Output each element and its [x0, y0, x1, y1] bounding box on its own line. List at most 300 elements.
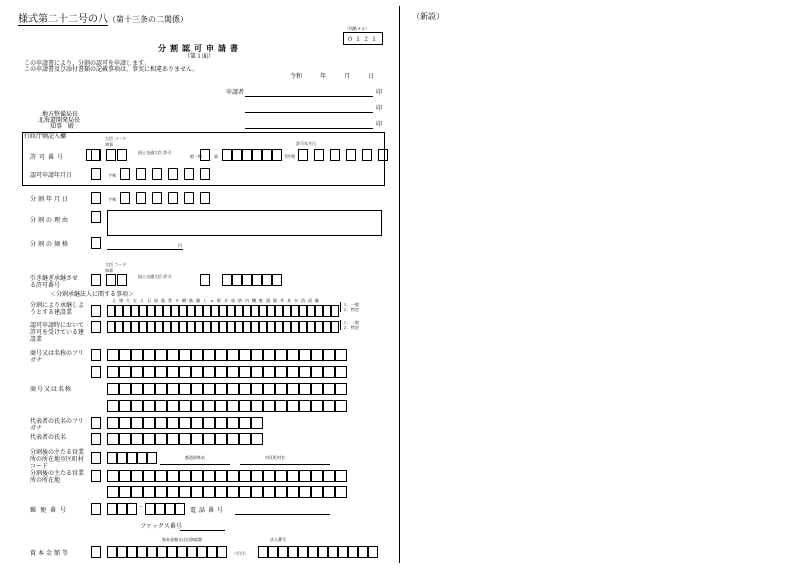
input-cell[interactable] [239, 349, 251, 361]
input-cell[interactable] [167, 486, 179, 498]
split-amount-line[interactable] [107, 249, 183, 250]
input-cell[interactable] [335, 383, 347, 395]
input-cell[interactable] [227, 321, 235, 333]
input-cell[interactable] [117, 546, 127, 558]
input-cell[interactable] [152, 192, 162, 204]
input-cell[interactable] [323, 321, 331, 333]
mlit-label: 国土交通大臣 許可 [138, 150, 172, 155]
input-cell[interactable] [171, 305, 179, 317]
input-cell[interactable] [187, 321, 195, 333]
input-cell[interactable] [106, 149, 116, 161]
input-cell[interactable] [203, 417, 215, 429]
input-cell[interactable] [168, 192, 178, 204]
input-cell[interactable] [127, 452, 137, 464]
input-cell[interactable] [328, 546, 338, 558]
input-cell[interactable] [215, 486, 227, 498]
input-cell[interactable] [346, 149, 356, 161]
input-cell[interactable] [251, 366, 263, 378]
label-fax: ファックス番号 [140, 523, 182, 530]
input-cell[interactable] [203, 349, 215, 361]
input-cell[interactable] [157, 546, 167, 558]
input-cell[interactable] [179, 321, 187, 333]
input-cell[interactable] [119, 486, 131, 498]
input-cell[interactable] [119, 349, 131, 361]
input-cell[interactable] [147, 321, 155, 333]
phone-line[interactable] [235, 514, 330, 515]
input-cell[interactable] [331, 305, 339, 317]
input-cell[interactable] [203, 486, 215, 498]
addressee-1: 地方整備局長 [42, 111, 79, 118]
input-cell[interactable] [203, 383, 215, 395]
input-cell[interactable] [323, 383, 335, 395]
input-cell[interactable] [155, 433, 167, 445]
input-cell[interactable] [315, 321, 323, 333]
input-cell[interactable] [227, 486, 239, 498]
input-cell[interactable] [283, 305, 291, 317]
input-cell[interactable] [147, 452, 157, 464]
input-cell[interactable] [378, 149, 388, 161]
input-cell[interactable] [323, 349, 335, 361]
input-cell[interactable] [167, 366, 179, 378]
input-cell[interactable] [203, 321, 211, 333]
input-cell[interactable] [155, 349, 167, 361]
input-cell[interactable] [263, 486, 275, 498]
input-cell[interactable] [107, 366, 119, 378]
input-cell[interactable] [117, 452, 127, 464]
input-cell[interactable] [283, 321, 291, 333]
input-cell[interactable] [119, 383, 131, 395]
input-cell[interactable] [155, 366, 167, 378]
input-cell[interactable] [239, 486, 251, 498]
input-cell[interactable] [239, 366, 251, 378]
input-cell[interactable] [259, 321, 267, 333]
input-cell[interactable] [239, 400, 251, 412]
input-cell[interactable] [168, 168, 178, 180]
split-reason-field[interactable] [107, 210, 382, 236]
input-cell[interactable] [311, 470, 323, 482]
input-cell[interactable] [311, 349, 323, 361]
input-cell[interactable] [287, 383, 299, 395]
input-cell[interactable] [119, 400, 131, 412]
input-cell[interactable] [184, 168, 194, 180]
input-cell[interactable] [275, 321, 283, 333]
input-cell[interactable] [163, 321, 171, 333]
input-cell[interactable] [251, 383, 263, 395]
input-cell[interactable] [299, 383, 311, 395]
input-cell[interactable] [179, 433, 191, 445]
input-cell[interactable] [258, 546, 268, 558]
input-cell[interactable] [107, 433, 119, 445]
input-cell[interactable] [311, 486, 323, 498]
input-cell[interactable] [145, 503, 155, 515]
input-cell[interactable] [143, 470, 155, 482]
input-cell[interactable] [288, 546, 298, 558]
input-cell[interactable] [191, 349, 203, 361]
input-cell[interactable] [268, 546, 278, 558]
input-cell[interactable] [217, 546, 227, 558]
input-cell[interactable] [311, 400, 323, 412]
input-cell[interactable] [298, 149, 308, 161]
input-cell[interactable] [368, 546, 378, 558]
label-trade-name: 商号又は名称 [30, 386, 73, 393]
input-cell[interactable] [338, 546, 348, 558]
input-cell[interactable] [335, 349, 347, 361]
input-cell[interactable] [107, 470, 119, 482]
input-cell[interactable] [143, 417, 155, 429]
input-cell[interactable] [131, 470, 143, 482]
input-cell[interactable] [203, 400, 215, 412]
input-cell[interactable] [191, 470, 203, 482]
input-cell[interactable] [308, 546, 318, 558]
city-label: 市区町村名 [265, 455, 285, 460]
input-cell[interactable] [251, 400, 263, 412]
input-cell[interactable] [299, 321, 307, 333]
input-cell[interactable] [191, 433, 203, 445]
input-cell[interactable] [107, 383, 119, 395]
input-cell[interactable] [215, 366, 227, 378]
input-cell[interactable] [171, 321, 179, 333]
input-cell[interactable] [136, 168, 146, 180]
input-cell[interactable] [107, 452, 117, 464]
input-cell[interactable] [299, 470, 311, 482]
input-cell[interactable] [200, 149, 210, 161]
addressee-3: 知事 殿 [50, 123, 75, 130]
input-cell[interactable] [323, 486, 335, 498]
input-cell[interactable] [362, 149, 372, 161]
input-cell[interactable] [200, 192, 210, 204]
input-cell[interactable] [191, 383, 203, 395]
input-cell[interactable] [267, 305, 275, 317]
input-cell[interactable] [323, 366, 335, 378]
input-cell[interactable] [222, 274, 232, 286]
input-cell[interactable] [203, 305, 211, 317]
prefecture-label: 都道府県名 [185, 455, 205, 460]
input-cell[interactable] [131, 417, 143, 429]
input-cell[interactable] [107, 349, 119, 361]
label-rep-kana: 代表者の氏名のフリガナ [30, 418, 84, 432]
input-cell[interactable] [243, 305, 251, 317]
input-cell[interactable] [323, 470, 335, 482]
input-cell[interactable] [227, 383, 239, 395]
input-cell[interactable] [117, 503, 127, 515]
input-cell[interactable] [219, 305, 227, 317]
form-code: ０１２１ [343, 32, 383, 45]
input-cell[interactable] [179, 486, 191, 498]
input-cell[interactable] [298, 546, 308, 558]
input-cell[interactable] [275, 383, 287, 395]
input-cell[interactable] [291, 321, 299, 333]
input-cell[interactable] [117, 149, 127, 161]
input-cell[interactable] [107, 400, 119, 412]
input-cell[interactable] [275, 366, 287, 378]
input-cell[interactable] [143, 486, 155, 498]
input-cell[interactable] [242, 149, 252, 161]
input-cell[interactable] [120, 168, 130, 180]
input-cell[interactable] [275, 470, 287, 482]
input-cell[interactable] [155, 305, 163, 317]
input-cell[interactable] [267, 321, 275, 333]
input-cell[interactable] [287, 349, 299, 361]
input-cell[interactable] [348, 546, 358, 558]
code-box [91, 192, 101, 204]
input-cell[interactable] [263, 383, 275, 395]
input-cell[interactable] [251, 417, 263, 429]
input-cell[interactable] [227, 366, 239, 378]
input-cell[interactable] [299, 366, 311, 378]
input-cell[interactable] [152, 168, 162, 180]
input-cell[interactable] [275, 400, 287, 412]
input-cell[interactable] [275, 305, 283, 317]
input-cell[interactable] [184, 192, 194, 204]
input-cell[interactable] [117, 274, 127, 286]
input-cell[interactable] [272, 274, 282, 286]
input-cell[interactable] [239, 470, 251, 482]
input-cell[interactable] [251, 470, 263, 482]
input-cell[interactable] [191, 417, 203, 429]
prefecture-line[interactable] [160, 464, 230, 465]
input-cell[interactable] [200, 274, 210, 286]
input-cell[interactable] [239, 383, 251, 395]
input-cell[interactable] [179, 383, 191, 395]
input-cell[interactable] [275, 349, 287, 361]
input-cell[interactable] [227, 305, 235, 317]
input-cell[interactable] [167, 470, 179, 482]
input-cell[interactable] [139, 321, 147, 333]
input-cell[interactable] [323, 400, 335, 412]
input-cell[interactable] [299, 400, 311, 412]
input-cell[interactable] [263, 400, 275, 412]
input-cell[interactable] [272, 149, 282, 161]
input-cell[interactable] [106, 274, 116, 286]
input-cell[interactable] [211, 321, 219, 333]
fax-line[interactable] [180, 530, 225, 531]
input-cell[interactable] [242, 274, 252, 286]
input-cell[interactable] [232, 149, 242, 161]
input-cell[interactable] [115, 321, 123, 333]
input-cell[interactable] [318, 546, 328, 558]
input-cell[interactable] [219, 321, 227, 333]
input-cell[interactable] [155, 470, 167, 482]
input-cell[interactable] [131, 400, 143, 412]
input-cell[interactable] [143, 433, 155, 445]
input-cell[interactable] [200, 168, 210, 180]
input-cell[interactable] [143, 383, 155, 395]
input-cell[interactable] [358, 546, 368, 558]
input-cell[interactable] [179, 470, 191, 482]
input-cell[interactable] [252, 149, 262, 161]
input-cell[interactable] [127, 546, 137, 558]
input-cell[interactable] [227, 417, 239, 429]
input-cell[interactable] [227, 433, 239, 445]
code-box [91, 349, 101, 361]
input-cell[interactable] [107, 305, 115, 317]
input-cell[interactable] [155, 321, 163, 333]
input-cell[interactable] [107, 503, 117, 515]
input-cell[interactable] [262, 274, 272, 286]
input-cell[interactable] [215, 349, 227, 361]
input-cell[interactable] [127, 503, 137, 515]
input-cell[interactable] [191, 366, 203, 378]
input-cell[interactable] [143, 400, 155, 412]
input-cell[interactable] [232, 274, 242, 286]
input-cell[interactable] [287, 400, 299, 412]
input-cell[interactable] [197, 546, 207, 558]
input-cell[interactable] [215, 470, 227, 482]
input-cell[interactable] [167, 349, 179, 361]
input-cell[interactable] [137, 546, 147, 558]
input-cell[interactable] [323, 305, 331, 317]
input-cell[interactable] [315, 305, 323, 317]
input-cell[interactable] [131, 433, 143, 445]
input-cell[interactable] [335, 470, 347, 482]
input-cell[interactable] [167, 383, 179, 395]
input-cell[interactable] [239, 433, 251, 445]
input-cell[interactable] [143, 349, 155, 361]
input-cell[interactable] [155, 503, 165, 515]
input-cell[interactable] [227, 470, 239, 482]
input-cell[interactable] [119, 433, 131, 445]
input-cell[interactable] [131, 486, 143, 498]
input-cell[interactable] [175, 503, 185, 515]
input-cell[interactable] [263, 349, 275, 361]
input-cell[interactable] [131, 366, 143, 378]
input-cell[interactable] [252, 274, 262, 286]
input-cell[interactable] [119, 366, 131, 378]
input-cell[interactable] [179, 305, 187, 317]
input-cell[interactable] [120, 192, 130, 204]
input-cell[interactable] [167, 400, 179, 412]
input-cell[interactable] [207, 546, 217, 558]
trades-cells-1 [107, 305, 339, 317]
input-cell[interactable] [299, 486, 311, 498]
code-box [91, 366, 101, 378]
input-cell[interactable] [235, 305, 243, 317]
input-cell[interactable] [239, 417, 251, 429]
center-divider [399, 6, 400, 563]
input-cell[interactable] [287, 470, 299, 482]
input-cell[interactable] [307, 321, 315, 333]
input-cell[interactable] [222, 149, 232, 161]
input-cell[interactable] [311, 366, 323, 378]
input-cell[interactable] [203, 366, 215, 378]
input-cell[interactable] [203, 470, 215, 482]
input-cell[interactable] [167, 433, 179, 445]
input-cell[interactable] [177, 546, 187, 558]
input-cell[interactable] [107, 321, 115, 333]
input-cell[interactable] [299, 349, 311, 361]
input-cell[interactable] [335, 486, 347, 498]
input-cell[interactable] [215, 400, 227, 412]
input-cell[interactable] [235, 321, 243, 333]
input-cell[interactable] [179, 349, 191, 361]
input-cell[interactable] [314, 149, 324, 161]
input-cell[interactable] [291, 305, 299, 317]
input-cell[interactable] [187, 546, 197, 558]
input-cell[interactable] [299, 305, 307, 317]
input-cell[interactable] [165, 503, 175, 515]
input-cell[interactable] [259, 305, 267, 317]
input-cell[interactable] [215, 417, 227, 429]
input-cell[interactable] [262, 149, 272, 161]
input-cell[interactable] [311, 383, 323, 395]
input-cell[interactable] [143, 366, 155, 378]
input-cell[interactable] [147, 305, 155, 317]
input-cell[interactable] [107, 486, 119, 498]
input-cell[interactable] [335, 400, 347, 412]
input-cell[interactable] [331, 321, 339, 333]
input-cell[interactable] [179, 366, 191, 378]
input-cell[interactable] [115, 305, 123, 317]
input-cell[interactable] [251, 349, 263, 361]
input-cell[interactable] [119, 417, 131, 429]
input-cell[interactable] [251, 321, 259, 333]
input-cell[interactable] [136, 192, 146, 204]
input-cell[interactable] [203, 433, 215, 445]
input-cell[interactable] [263, 470, 275, 482]
input-cell[interactable] [119, 470, 131, 482]
input-cell[interactable] [155, 383, 167, 395]
input-cell[interactable] [137, 452, 147, 464]
input-cell[interactable] [287, 366, 299, 378]
input-cell[interactable] [191, 400, 203, 412]
input-cell[interactable] [275, 486, 287, 498]
input-cell[interactable] [227, 400, 239, 412]
input-cell[interactable] [131, 305, 139, 317]
minister-label: 大臣 コード [105, 136, 127, 141]
input-cell[interactable] [131, 383, 143, 395]
input-cell[interactable] [251, 486, 263, 498]
seal-mark-3: 印 [376, 121, 383, 128]
general-special-label: 般・特 [190, 154, 202, 159]
input-cell[interactable] [195, 321, 203, 333]
input-cell[interactable] [167, 546, 177, 558]
input-cell[interactable] [191, 486, 203, 498]
input-cell[interactable] [155, 417, 167, 429]
input-cell[interactable] [123, 305, 131, 317]
input-cell[interactable] [278, 546, 288, 558]
input-cell[interactable] [179, 400, 191, 412]
input-cell[interactable] [107, 417, 119, 429]
input-cell[interactable] [131, 349, 143, 361]
input-cell[interactable] [187, 305, 195, 317]
input-cell[interactable] [227, 349, 239, 361]
input-cell[interactable] [287, 486, 299, 498]
input-cell[interactable] [163, 305, 171, 317]
input-cell[interactable] [215, 383, 227, 395]
input-cell[interactable] [139, 305, 147, 317]
input-cell[interactable] [179, 417, 191, 429]
paper-size-label: （用紙Ａ４） [345, 26, 369, 31]
input-cell[interactable] [243, 321, 251, 333]
input-cell[interactable] [335, 366, 347, 378]
input-cell[interactable] [307, 305, 315, 317]
input-cell[interactable] [147, 546, 157, 558]
input-cell[interactable] [131, 321, 139, 333]
input-cell[interactable] [155, 486, 167, 498]
input-cell[interactable] [195, 305, 203, 317]
city-line[interactable] [240, 464, 330, 465]
input-cell[interactable] [251, 305, 259, 317]
input-cell[interactable] [155, 400, 167, 412]
input-cell[interactable] [107, 546, 117, 558]
input-cell[interactable] [215, 433, 227, 445]
input-cell[interactable] [330, 149, 340, 161]
input-cell[interactable] [211, 305, 219, 317]
input-cell[interactable] [167, 417, 179, 429]
input-cell[interactable] [263, 366, 275, 378]
input-cell[interactable] [123, 321, 131, 333]
input-cell[interactable] [251, 433, 263, 445]
